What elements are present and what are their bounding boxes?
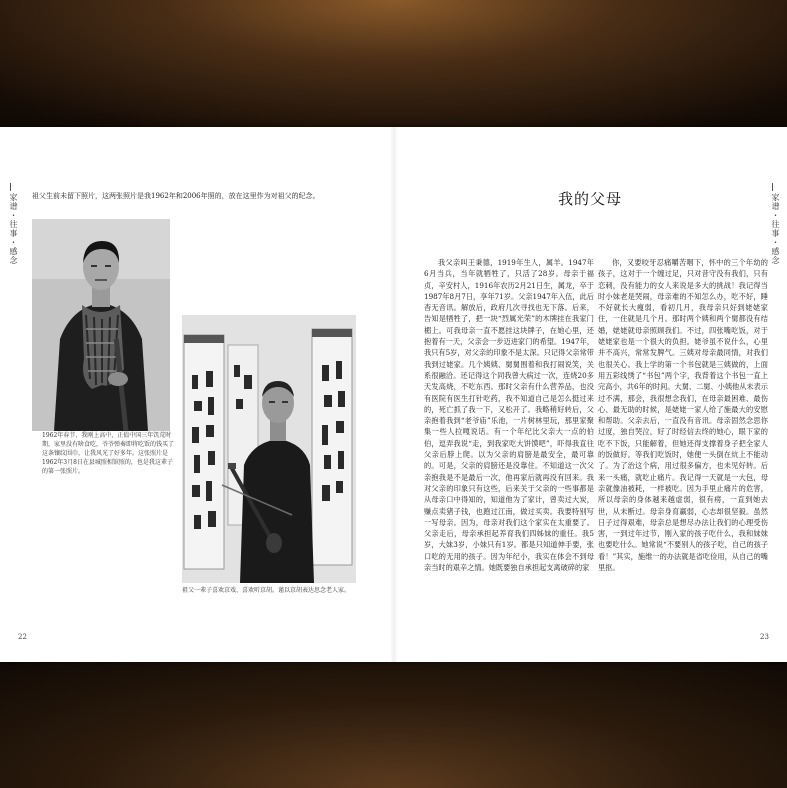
article-column-2: 你，又要咬牙忍痛嚼苦咽下，怀中的三个年幼的孩子，这对于一个缠过足，只对昔守没有我们，只有恋刺，没有能力的女人来说是多大的挑战！我记得当时小妹老是哭闹，母亲难的不知怎么办，吃不好，睡不好就长大瘦弱，看初几月，我母亲只好到姥姥家住，一住就是几个月。那时两个姨和两个舅都没有结婚，姥姥就母亲照顾我们。不过，四张嘴吃饭，对于姥姥家也是一个很大的负担。姥爷虽不说什么，心里并不高兴，常常发脾气。三姨对母亲最同情，对我们也很关心。我上学的第一个书包就是三姨做的，上面用五彩线绣了“书包”两个字，我背着这个书包一直上完高小，共6年的时间。大舅、二舅、小姨他从未表示过不满，那会，我很想念我们，在母亲最困难、最伤心、最无助的时候，是姥姥一家人给了施最大的安慰和帮助。父亲去后，一直没有音讯。母亲固然念思你过度，独自哭泣，好了时经信去终的她心，眼下家的吃不下饭，只能解着，但她还得支撑着身子把全家人的饭做好。等我们吃饭时，她便一头倒在炕上不能动了。为了治这个病，用过很多偏方，也未见好转。后来一头痛，就吃止痛片。我记得一天就是一大包，母亲就像油被耗，一样被吃。因为手里止痛片的危害，所以母亲的身体越来越虚弱，很有痨，一直到她去世，从未断过。母亲身育赢弱，心志却很坚毅。虽然日子过得艰难，母亲总是想尽办法让我们的心理受伤害，一到过年过节，刚入家的孩子吃什么，我和妹妹也要吃什么。她常说“不要别人的孩子吃，自己的孩子看！”其实，施维一的办法就是省吃俭用，从自己的嘴里抠。 <box>598 258 768 573</box>
side-section-tab-right: 家谱・往事・感念 <box>766 193 780 265</box>
background-top <box>0 0 787 127</box>
background-bottom <box>0 662 787 788</box>
page-number-left: 22 <box>18 633 27 641</box>
portrait-illustration <box>32 219 170 431</box>
caption-photo-2006: 祖父一辈子喜欢京戏、喜欢听京胡。谨以京胡表达思念老人家。 <box>182 587 351 594</box>
page-fold <box>390 127 398 662</box>
article-column-1: 我父亲叫王秉德，1919年生人，属羊。1947年6月当兵，当年就牺牲了，只活了28岁。母亲于福贞，辛安村人，1916年农历2月21日生，属龙，卒于1987年8月7日，享年71岁。父亲1947年入伍，此后杳无音讯。解放后，政府几次寻找也无下落。后来，告知是牺牲了，把一块“烈属光荣”的木牌挂在我家门楣上。可我母亲一直不愿挂这块牌子，在她心里，还抱着有一天，父亲会一步迈进家门的希望。1947年，我只有5岁，对父亲的印象不是太深。只记得父亲常带我到过姥家。几个姨姨、舅舅围着和我打闹说笑，关系很融洽。还记得这个同我曾大病过一次，连烧20多天发高烧，不吃东西。那时父亲有什么营养品，也没有医院有医生打针吃药，我不知道自己是怎么挺过来的，死亡抓了我一下，又松开了。我略稍好转后，父亲抱着我到“老爷庙”乐池，一片树林里玩，那里家聚集一些人拉嘎说话。有一个年纪比父亲大一点的伯伯，逗弄我说“走，到我家吃大饼馍吧”，吓得我直往父亲后脖上爬。以为父亲的肩膀是最安全，最可靠的。可是，父亲的肩膀还是没靠住。不知道这一次父亲抱我是不是最后一次，他再家后就再没有回来。我对父亲的印象只有这些，后来关于父亲的一些事都是从母亲口中得知的，知道他为了家计，曾卖过大炭，赚点卖猪子钱，也跑过江南，做过买卖。我要特别写一写母亲。因为，母亲对我们这个家实在太重要了。父亲走后，母亲承担起养育我们四姊妹的重任。我5岁，大妹3岁，小妹只有1岁。都是只知道伸手要，张口吃的无用的孩子。因为年纪小，我实在体会不到母亲当时的艰辛之情。她既要独自承担起支离破碎的家 <box>424 258 594 573</box>
article-title: 我的父母 <box>558 190 623 208</box>
page-number-right: 23 <box>760 633 769 641</box>
portrait-photo-2006 <box>182 315 356 583</box>
magazine-spread <box>0 127 787 662</box>
caption-photo-1962: 1962年春节，我刚上高中，正值中国三年饥荒时期，家里没有啥食吃，爷爷弹奏即将吃饭的钱买了这条镶纹围巾，让我风光了好多年。这张照片是1962年3月8日在县城照相馆照的，也是我这辈子的第一张照片。 <box>42 432 175 475</box>
side-section-tab-left: 家谱・往事・感念 <box>4 193 18 265</box>
portrait-illustration-2006 <box>182 315 356 583</box>
top-caption: 祖父生前未留下照片，这两张照片是我1962年和2006年照的，放在这里作为对祖父的纪念。 <box>32 192 320 200</box>
portrait-photo-1962 <box>32 219 170 431</box>
